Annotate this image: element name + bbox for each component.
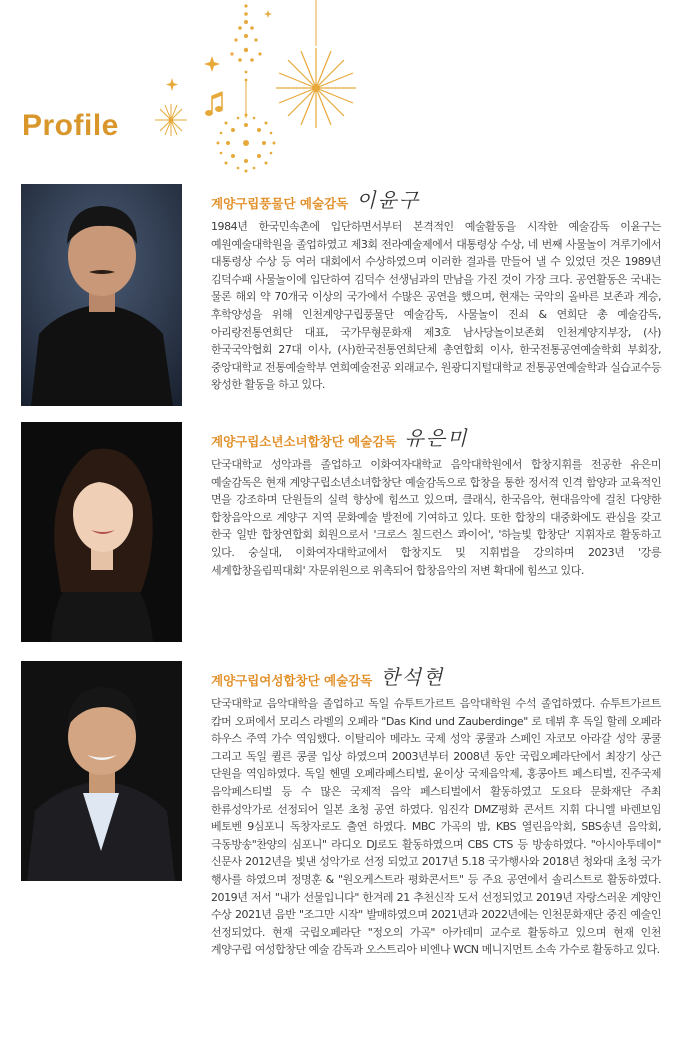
bio-text: 1984년 한국민속촌에 입단하면서부터 본격적인 예술활동을 시작한 예술감독 이윤구는 예원예술대학원을 졸업하였고 제3회 전라예술제에서 대통령상 수상, 네 번째 사물놀이 겨루기에서 대통령상 수상 등 여러 대회에서 수상하였으며 이러한 결과를 만들어 낼 수 있었던 것은 1989년 김덕수패 사물놀이에 입단하여 김덕수 선생님과의 만남을 가진 것이 가장 크다. 공연활동은 국내는 물론 해외 약 70개국 이상의 국가에서 수많은 공연을 했으며, 현재는 국악의 올바른 보존과 계승, 후학양성을 위해 인천계양구립풍물단 예술감독, 사물놀이 진쇠 & 연희단 총 예술감독, 아리랑전통연희단 대표, 국가무형문화재 제3호 남사당놀이보존회 인천계양지부장, (사)한국국악협회 27대 이사, (사)한국전통연희단체 총연합회 이사, 한국전통공연예술학회 부회장, 중앙대학교 전통예술학부 연희예술전공 외래교수, 원광디지털대학교 전통공연예술학과 실습교수등 왕성한 활동을 하고 있다. bbox=[211, 220, 661, 392]
page-title: Profile bbox=[22, 109, 119, 142]
name-signature: 이윤구 bbox=[356, 188, 421, 212]
name-signature: 한석현 bbox=[380, 665, 445, 689]
role-title: 계양구립여성합창단 예술감독 bbox=[211, 672, 373, 688]
portrait-photo bbox=[21, 422, 182, 642]
profile-card-1 bbox=[21, 184, 661, 406]
role-title: 계양구립소년소녀합창단 예술감독 bbox=[211, 433, 397, 449]
profile-card-2 bbox=[21, 422, 661, 642]
bio-text: 단국대학교 성악과를 졸업하고 이화여자대학교 음악대학원에서 합창지휘를 전공한 유은미 예술감독은 현재 계양구립소년소녀합창단 예술감독으로 합창을 통한 정서적 인격 함양과 교육적인 면을 강조하며 단원들의 실력 향상에 힘쓰고 있으며, 클래식, 한국음악, 현대음악에 걸친 다양한 합창음악으로 계양구 지역 문화예술 발전에 기여하고 있다. 또한 합창의 대중화에도 관심을 갖고 한국 일반 합창연합회 회원으로서 '크로스 칠드런스 콰이어', '하늘빛 합창단' 지휘자로 활동하고 있다. 숭실대, 이화여자대학교에서 합창지도 및 지휘법을 강의하며 2023년 '강릉 세계합창올림픽대회' 자문위원으로 위촉되어 합창음악의 저변 확대에 힘쓰고 있다. bbox=[211, 458, 661, 577]
profile-info bbox=[211, 422, 661, 579]
profile-card-3 bbox=[21, 661, 661, 957]
bio-text: 단국대학교 음악대학을 졸업하고 독일 슈투트가르트 음악대학원 수석 졸업하였다. 슈투트가르트 캄머 오퍼에서 모리스 라벨의 오페라 "Das Kind und Zauberdinge" 로 데뷔 후 독일 할레 오페라 하우스 주역 가수 역임했다. 이탈리아 메라노 국제 성악 콩쿨과 스페인 자코모 아라갈 성악 콩쿨 그리고 독일 퀼른 콩쿨 입상 하였으며 2003년부터 2008년 동안 국립오페라단에서 최장기 상근 단원을 역임하였다. 독일 헨델 오페라페스티벌, 윤이상 국제음악제, 홍콩아트 페스티벌, 진주국제 음악페스티벌 등 수 많은 국제적 음악 페스티벌에서 활동하였고 도요타 문화재단 주최 한류성악가로 선정되어 일본 초청 공연 하였다. 임진각 DMZ평화 콘서트 지휘 다니엘 바렌보임 베토벤 9심포니 독창자로도 출연 하였다. MBC 가곡의 밤, KBS 열린음악회, SBS송년 음악회, 극동방송"찬양의 심포니" 라디오 DJ로도 활동하였으며 CBS CTS 등 방송하였다. "아시아투데이" 신문사 2012년을 빛낸 성악가로 선정 되었고 2017년 5.18 국가행사와 2018년 청와대 초청 국가 행사를 하였으며 정명훈 & "원오케스트라 평화콘서트" 등 주요 공연에서 솔리스트로 활동하였다. 2019년 저서 "내가 선물입니다" 한겨레 21 추천신작 도서 선정되었고 2019년 자랑스러운 계양인 수상 2021년 음반 "조그만 시작" 발매하였으며 2021년과 2022년에는 인천문화재단 중진 예술인 선정되었다. 현재 국립오페라단 "정오의 가곡" 아카데미 교수로 활동하고 있으며 현재 인천 계양구립 여성합창단 예술 감독과 오스트리아 비엔나 WCN 메니지먼트 소속 가수로 활동하고 있다. bbox=[211, 697, 661, 957]
portrait-photo bbox=[21, 184, 182, 406]
name-signature: 유은미 bbox=[404, 426, 469, 450]
profile-info bbox=[211, 184, 661, 394]
portrait-photo bbox=[21, 661, 182, 881]
sparkle-icon bbox=[166, 10, 272, 91]
role-title: 계양구립풍물단 예술감독 bbox=[211, 195, 349, 211]
music-note-icon bbox=[206, 92, 223, 116]
profile-info bbox=[211, 661, 661, 959]
firework-ornaments bbox=[0, 0, 680, 180]
dotted-burst-icon bbox=[217, 114, 276, 173]
